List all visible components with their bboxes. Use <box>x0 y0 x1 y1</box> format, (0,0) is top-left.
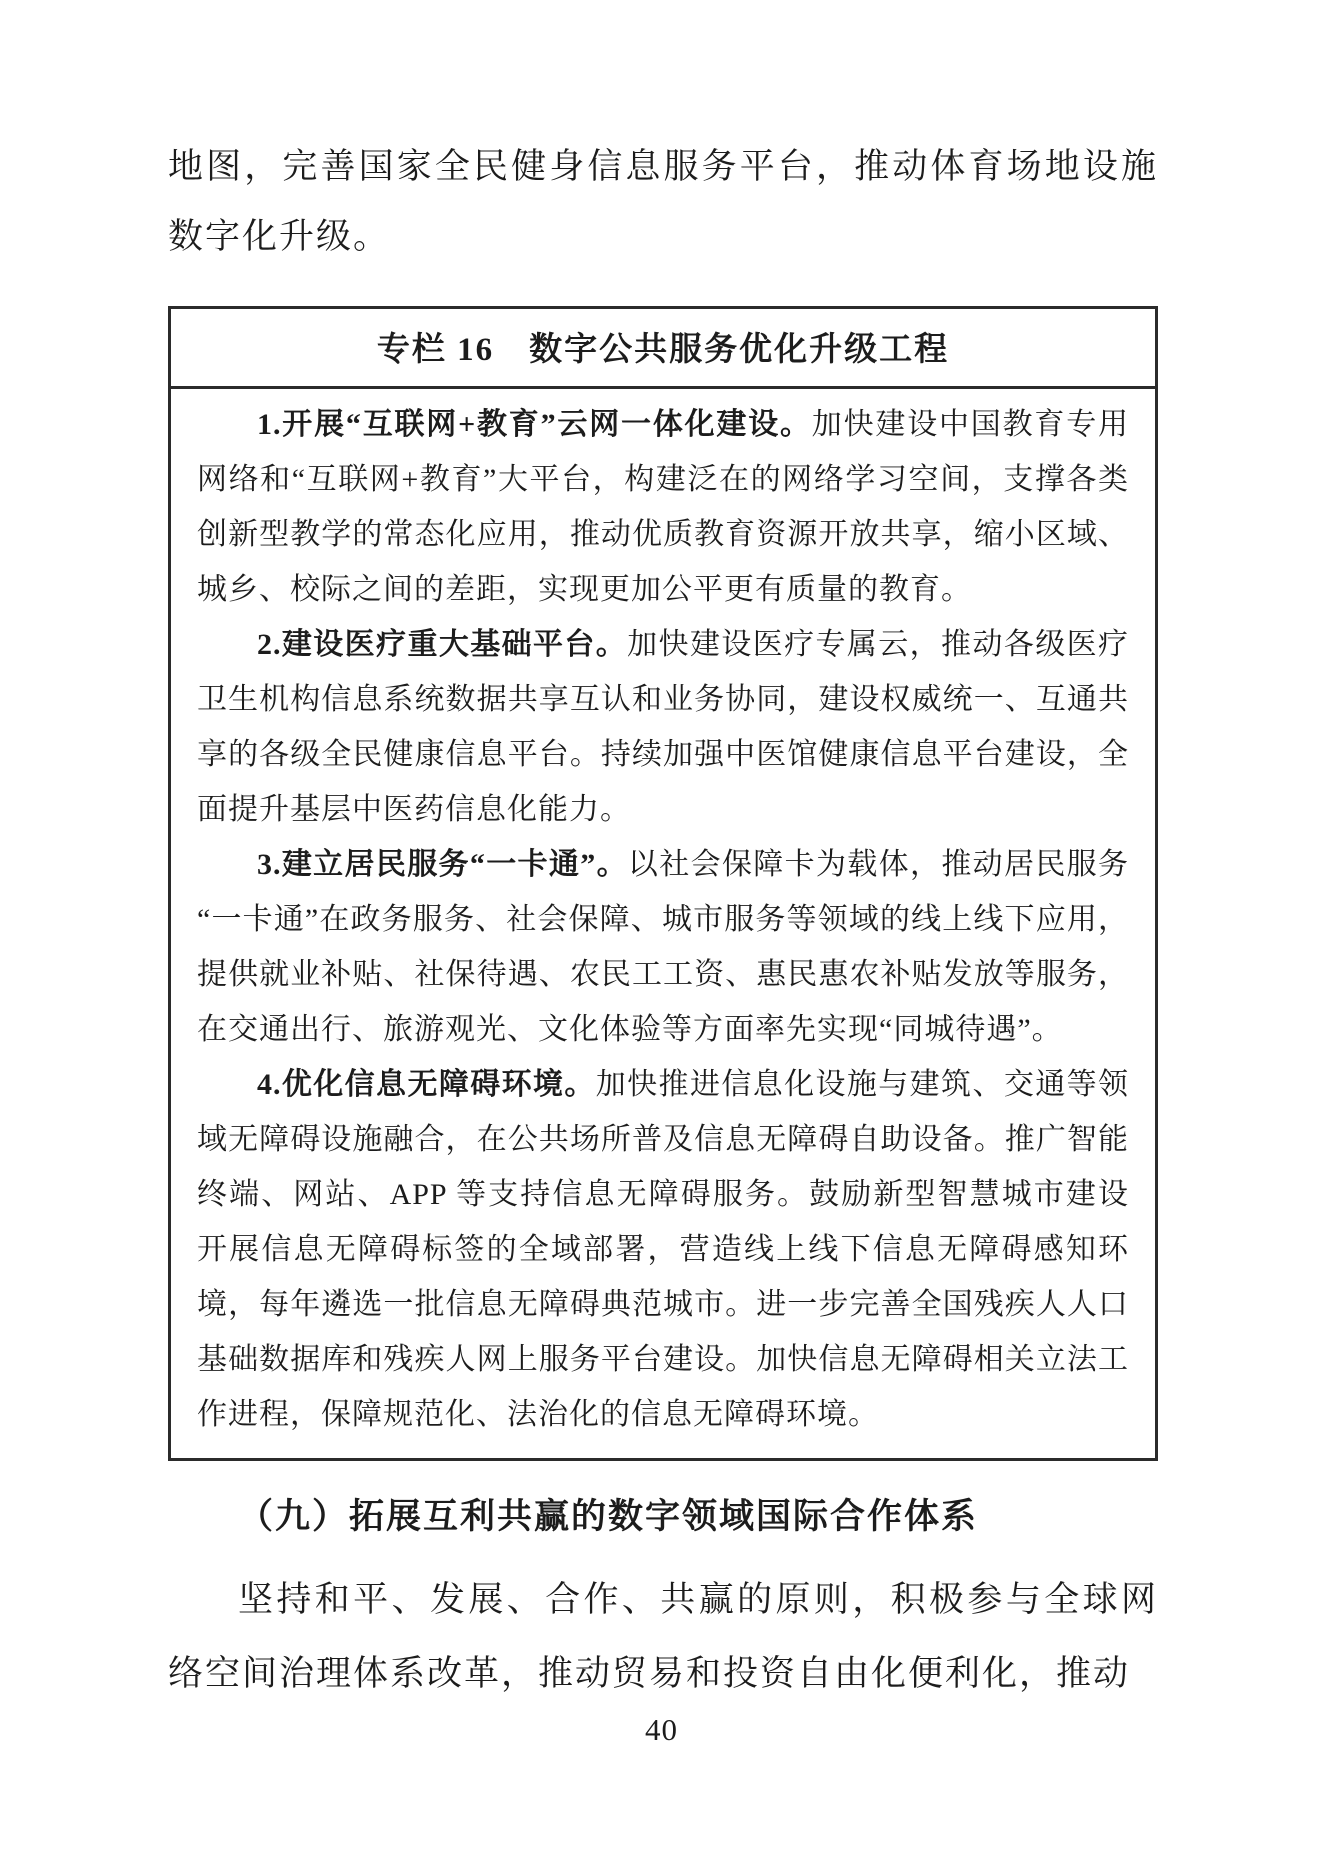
panel-item-3-body: 以社会保障卡为载体，推动居民服务“一卡通”在政务服务、社会保障、城市服务等领域的线上线下应用，提供就业补贴、社保待遇、农民工工资、惠民惠农补贴发放等服务，在交通出行、旅游观光、文化体验等方面率先实现“同城待遇”。 <box>197 848 1130 1046</box>
panel-item-3-lead: 3.建立居民服务“一卡通”。 <box>257 848 628 881</box>
panel-item-2-lead: 2.建设医疗重大基础平台。 <box>257 628 628 661</box>
panel-item-4 <box>197 1057 1129 1442</box>
page-content <box>168 0 1158 1711</box>
panel-item-1 <box>197 397 1129 617</box>
panel-item-2 <box>197 617 1129 837</box>
column-16-panel <box>168 306 1158 1461</box>
panel-item-1-body: 加快建设中国教育专用网络和“互联网+教育”大平台，构建泛在的网络学习空间，支撑各类创新型教学的常态化应用，推动优质教育资源开放共享，缩小区域、城乡、校际之间的差距，实现更加公平更有质量的教育。 <box>197 408 1129 606</box>
panel-title: 专栏 16 数字公共服务优化升级工程 <box>171 309 1155 389</box>
panel-item-2-body: 加快建设医疗专属云，推动各级医疗卫生机构信息系统数据共享互认和业务协同，建设权威统一、互通共享的各级全民健康信息平台。持续加强中医馆健康信息平台建设，全面提升基层中医药信息化能力。 <box>197 628 1130 826</box>
panel-item-3 <box>197 837 1129 1057</box>
panel-item-4-body: 加快推进信息化设施与建筑、交通等领域无障碍设施融合，在公共场所普及信息无障碍自助设备。推广智能终端、网站、APP 等支持信息无障碍服务。鼓励新型智慧城市建设开展信息无障碍标签的全域部署，营造线上线下信息无障碍感知环境，每年遴选一批信息无障碍典范城市。进一步完善全国残疾人人口基础数据库和残疾人网上服务平台建设。加快信息无障碍相关立法工作进程，保障规范化、法治化的信息无障碍环境。 <box>197 1068 1130 1431</box>
page-number: 40 <box>645 1712 678 1747</box>
paragraph-continuation: 地图，完善国家全民健身信息服务平台，推动体育场地设施数字化升级。 <box>168 147 1158 256</box>
paragraph-bottom: 坚持和平、发展、合作、共赢的原则，积极参与全球网络空间治理体系改革，推动贸易和投资自由化便利化，推动 <box>168 1580 1158 1693</box>
panel-item-1-lead: 1.开展“互联网+教育”云网一体化建设。 <box>257 408 812 441</box>
section-heading-nine: （九）拓展互利共赢的数字领域国际合作体系 <box>238 1497 979 1536</box>
panel-item-4-lead: 4.优化信息无障碍环境。 <box>257 1068 596 1101</box>
panel-body <box>171 389 1155 1458</box>
